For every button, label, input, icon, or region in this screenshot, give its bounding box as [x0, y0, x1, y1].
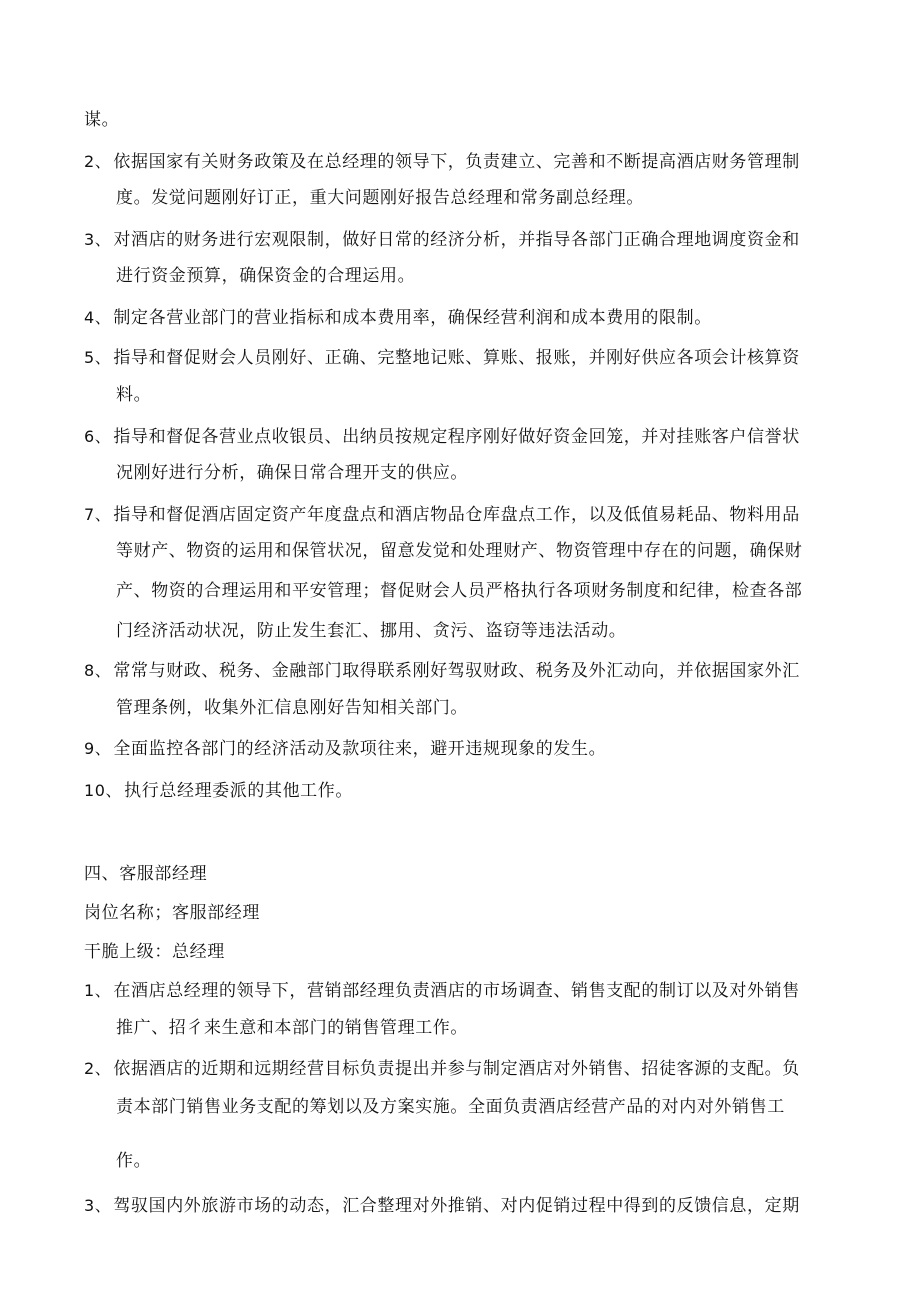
item-text: 对酒店的财务进行宏观限制，做好日常的经济分析，并指导各部门正确合理地调度资金和 — [113, 230, 800, 250]
item-text-continuation: 管理条例，收集外汇信息刚好告知相关部门。 — [116, 698, 468, 718]
item-number: 9、 — [84, 739, 112, 758]
position-name: 岗位名称；客服部经理 — [84, 903, 260, 923]
item-number: 7、 — [84, 505, 112, 524]
item-text: 指导和督促酒店固定资产年度盘点和酒店物品仓库盘点工作，以及低值易耗品、物料用品 — [113, 505, 800, 525]
direct-superior: 干脆上级：总经理 — [84, 942, 225, 962]
item-number: 8、 — [84, 661, 112, 680]
list-item — [84, 1194, 800, 1218]
item-text-continuation: 门经济活动状况，防止发生套汇、挪用、贪污、盗窃等违法活动。 — [116, 621, 627, 641]
item-text-continuation: 度。发觉问题刚好订正，重大问题刚好报告总经理和常务副总经理。 — [116, 188, 644, 208]
item-text: 指导和督促财会人员刚好、正确、完整地记账、算账、报账，并刚好供应各项会计核算资 — [113, 348, 800, 368]
item-number: 2、 — [84, 152, 112, 171]
item-text-continuation: 责本部门销售业务支配的筹划以及方案实施。全面负责酒店经营产品的对内对外销售工 — [116, 1097, 785, 1117]
item-text: 驾驭国内外旅游市场的动态，汇合整理对外推销、对内促销过程中得到的反馈信息，定期 — [113, 1196, 800, 1216]
item-text: 指导和督促各营业点收银员、出纳员按规定程序刚好做好资金回笼，并对挂账客户信誉状 — [113, 427, 800, 447]
section-heading: 四、客服部经理 — [84, 864, 208, 884]
list-item — [84, 503, 800, 527]
item-text-continuation: 进行资金预算，确保资金的合理运用。 — [116, 266, 416, 286]
item-text: 常常与财政、税务、金融部门取得联系刚好驾驭财政、税务及外汇动向，并依据国家外汇 — [113, 661, 800, 681]
item-number: 1、 — [84, 981, 112, 1000]
list-item — [84, 425, 800, 449]
item-text-continuation: 况刚好进行分析，确保日常合理开支的供应。 — [116, 463, 468, 483]
item-number: 10、 — [84, 781, 123, 800]
item-text-continuation: 等财产、物资的运用和保管状况，留意发觉和处理财产、物资管理中存在的问题，确保财 — [116, 541, 803, 561]
list-item — [84, 659, 800, 683]
item-number: 4、 — [84, 308, 112, 327]
list-item — [84, 979, 800, 1003]
item-number: 3、 — [84, 230, 112, 249]
item-text-continuation: 作。 — [116, 1151, 152, 1171]
list-item — [84, 346, 800, 370]
item-text-continuation: 料。 — [116, 385, 152, 405]
item-text: 在酒店总经理的领导下，营销部经理负责酒店的市场调查、销售支配的制订以及对外销售 — [113, 981, 800, 1001]
list-item — [84, 228, 800, 252]
list-item — [84, 1057, 800, 1081]
item-number: 5、 — [84, 348, 112, 367]
item-number: 2、 — [84, 1059, 112, 1078]
item-text: 依据国家有关财务政策及在总经理的领导下，负责建立、完善和不断提高酒店财务管理制 — [113, 152, 800, 172]
list-item — [84, 306, 712, 330]
item-number: 6、 — [84, 427, 112, 446]
list-item — [84, 779, 353, 803]
item-text: 全面监控各部门的经济活动及款项往来，避开违规现象的发生。 — [113, 739, 607, 759]
item-text: 执行总经理委派的其他工作。 — [124, 781, 353, 801]
item-text-continuation: 产、物资的合理运用和平安管理；督促财会人员严格执行各项财务制度和纪律，检查各部 — [116, 581, 803, 601]
item-number: 3、 — [84, 1196, 112, 1215]
item-text: 制定各营业部门的营业指标和成本费用率，确保经营利润和成本费用的限制。 — [113, 308, 712, 328]
item-text-continuation: 推广、招彳来生意和本部门的销售管理工作。 — [116, 1018, 468, 1038]
list-item — [84, 150, 800, 174]
list-item — [84, 737, 606, 761]
item-text: 依据酒店的近期和远期经营目标负责提出并参与制定酒店对外销售、招徒客源的支配。负 — [113, 1059, 800, 1079]
lead-text: 谋。 — [84, 110, 120, 130]
